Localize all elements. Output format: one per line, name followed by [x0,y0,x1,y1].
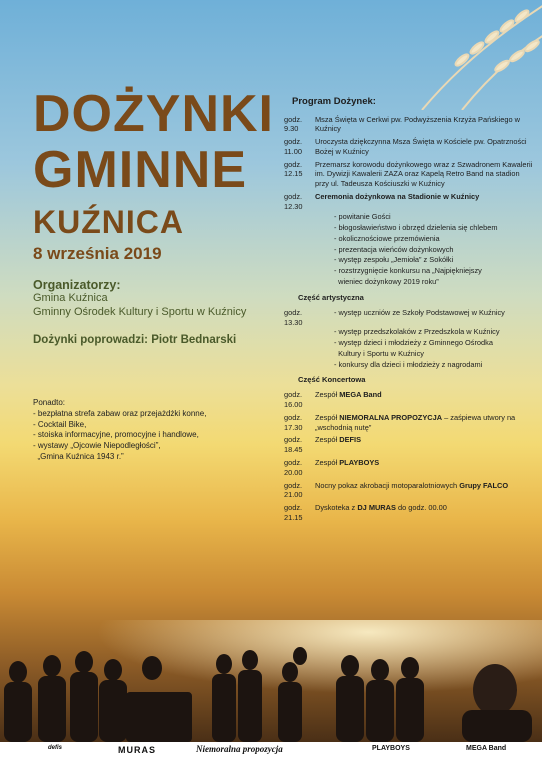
extras-block [33,398,273,463]
entry-text: Przemarsz korowodu dożynkowego wraz z Szwadronem Kawalerii im. Dywizji Kawalerii ZAZA oraz Kapelą Retro Band na stadion przy ul. Tadeusza Kościuszki w Kuźnicy [315,159,533,189]
entry-time: godz. 9.30 [284,114,303,134]
program-entry [284,137,534,157]
program-block [284,96,534,526]
concert-heading: Część Koncertowa [298,375,366,385]
organizers-heading: Organizatorzy: [33,278,121,292]
concert-post: do godz. 00.00 [395,503,447,513]
extras-heading: Ponadto: [33,398,66,407]
program-entry [284,115,534,135]
extras-item: - stoiska informacyjne, promocyjne i handlowe, [33,430,199,440]
ceremony-item: - błogosławieństwo i obrzęd dzielenia się chlebem [334,223,498,233]
concert-performer: DEFIS [339,435,362,445]
entry-text: Msza Święta w Cerkwi pw. Podwyższenia Krzyża Pańskiego w Kuźnicy [315,114,520,134]
concert-pre: Nocny pokaz akrobacji motoparalotniowych [315,480,460,490]
organizer-2: Gminny Ośrodek Kultury i Sportu w Kuźnicy [33,305,247,318]
concert-entry [284,458,534,478]
logo-playboys: PLAYBOYS [372,745,410,752]
wheat-decoration [402,0,542,110]
logo-mega-band: MEGA Band [466,745,507,752]
concert-pre: Zespół [315,458,340,467]
ceremony-item: wieniec dożynkowy 2019 roku” [334,277,439,287]
entry-time: godz. 17.30 [284,412,303,432]
concert-pre: Dyskoteka z [315,503,358,513]
ceremony-item: - okolicznościowe przemówienia [334,233,440,243]
entry-time: godz. 18.45 [284,435,303,455]
ceremony-item: - występ zespołu „Jemioła” z Sokółki [334,255,454,265]
event-date: 8 września 2019 [33,244,162,263]
entry-time: godz. 20.00 [284,458,303,477]
program-entry [284,192,534,212]
program-entry [284,160,534,189]
artistic-heading: Część artystyczna [298,292,364,302]
artistic-entry [284,308,534,328]
performers-photo [0,620,542,742]
host-line: Dożynki poprowadzi: Piotr Bednarski [33,333,237,346]
concert-performer: Grupy FALCO [459,480,509,490]
extras-item: - wystawy „Ojcowie Niepodległości”, [33,441,161,451]
entry-time: godz. 11.00 [284,137,303,156]
concert-performer: MEGA Band [339,390,382,400]
concert-pre: Zespół [315,390,340,400]
concert-performer: DJ MURAS [357,503,396,513]
entry-time: godz. 12.15 [284,159,303,179]
extras-item: - Cocktail Bike, [33,419,87,429]
program-heading: Program Dożynek: [292,96,376,107]
entry-time: godz. 16.00 [284,390,303,410]
artistic-item: Kultury i Sportu w Kuźnicy [334,348,424,358]
entry-time: godz. 13.30 [284,307,303,327]
extras-item: „Gmina Kuźnica 1943 r.” [33,451,124,461]
artistic-item: - występ przedszkolaków z Przedszkola w Kuźnicy [334,327,500,337]
concert-performer: NIEMORALNA PROPOZYCJA [339,412,443,422]
organizer-1: Gmina Kuźnica [33,292,108,304]
entry-text: Uroczysta dziękczynna Msza Święta w Kościele pw. Opatrzności Bożej w Kuźnicy [315,137,527,156]
concert-pre: Zespół [315,412,340,422]
ceremony-item: - powitanie Gości [334,212,391,222]
logo-niemoralna: Niemoralna propozycja [196,744,283,754]
artistic-item: - występ uczniów ze Szkoły Podstawowej w Kuźnicy [334,307,505,317]
entry-time: godz. 12.30 [284,191,303,211]
ceremony-item: - rozstrzygnięcie konkursu na „Najpiękniejszy [334,266,482,276]
ceremony-item: - prezentacja wieńców dożynkowych [334,244,454,254]
title-line-2: GMINNE [33,141,247,199]
artistic-item: - konkursy dla dzieci i młodzieży z nagrodami [334,359,483,369]
extras-item: - bezpłatna strefa zabaw oraz przejażdżki konne, [33,408,207,418]
concert-entry [284,435,534,455]
concert-entry [284,413,534,433]
sponsor-logos [0,742,542,759]
concert-performer: PLAYBOYS [339,458,380,467]
concert-entry [284,481,534,501]
title-line-1: DOŻYNKI [33,85,274,143]
entry-time: godz. 21.00 [284,480,303,500]
title-block [33,85,278,346]
entry-text: Ceremonia dożynkowa na Stadionie w Kuźnicy [315,191,480,201]
concert-pre: Zespół [315,435,340,445]
logo-defis: defis [48,745,63,751]
artistic-item: - występ dzieci i młodzieży z Gminnego Ośrodka [334,338,493,348]
concert-entry [284,390,534,410]
entry-time: godz. 21.15 [284,503,303,522]
concert-entry [284,503,534,523]
title-location: KUŹNICA [33,204,184,240]
concert-post: – zaśpiewa utwory na „wschodnią nutę” [315,412,516,432]
logo-muras: MURAS [118,745,156,755]
